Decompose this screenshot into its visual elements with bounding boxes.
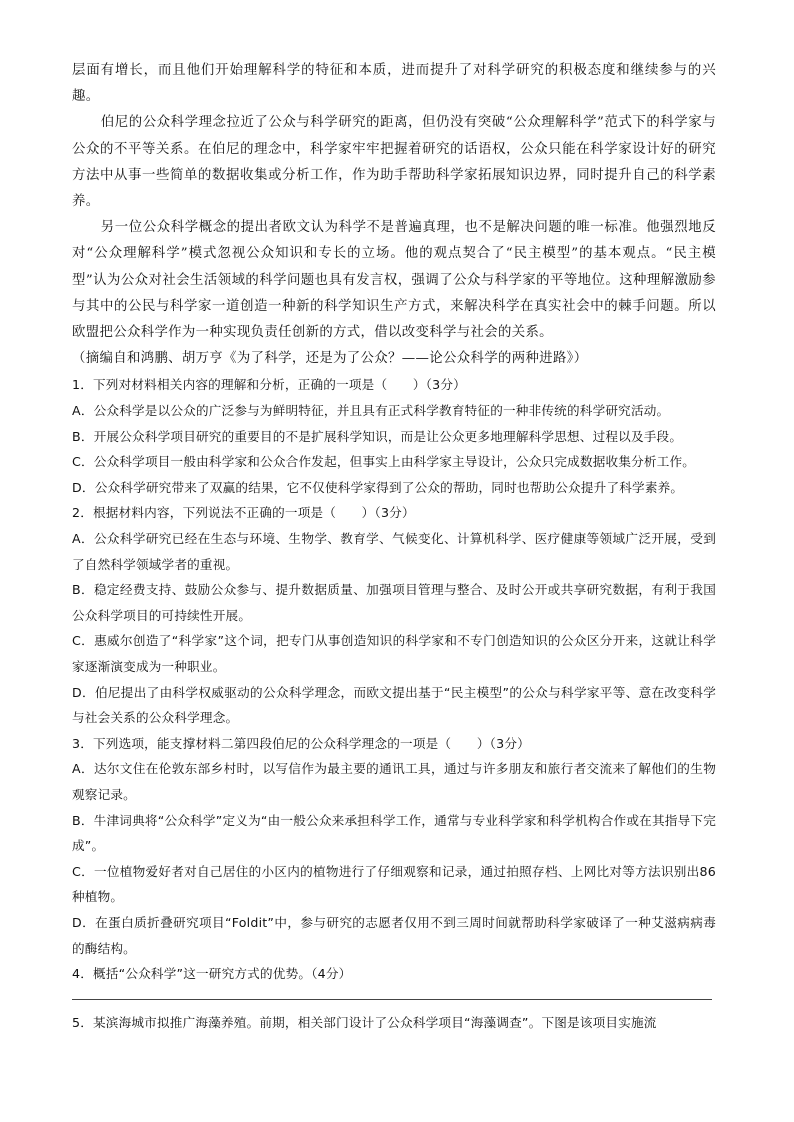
question-5 [72, 1010, 716, 1036]
question-4 [72, 961, 716, 1000]
passage-paragraph: 层面有增长，而且他们开始理解科学的特征和本质，进而提升了对科学研究的积极态度和继续参与的兴趣。 [72, 63, 716, 105]
answer-line [72, 999, 712, 1000]
option-b: B．开展公众科学项目研究的重要目的不是扩展科学知识，而是让公众更多地理解科学思想、过程以及手段。 [72, 428, 683, 444]
option-c: C．一位植物爱好者对自己居住的小区内的植物进行了仔细观察和记录，通过拍照存档、上网比对等方法识别出86种植物。 [72, 863, 716, 905]
option-b: B．稳定经费支持、鼓励公众参与、提升数据质量、加强项目管理与整合、及时公开或共享研究数据，有利于我国公众科学项目的可持续性开展。 [72, 582, 716, 623]
passage-source: （摘编自和鸿鹏、胡万亨《为了科学，还是为了公众？——论公众科学的两种进路》） [72, 351, 588, 367]
option-d: D．伯尼提出了由科学权威驱动的公众科学理念，而欧文提出基于“民主模型”的公众与科学家平等、意在改变科学与社会关系的公众科学理念。 [72, 684, 716, 726]
question-3 [72, 731, 716, 961]
question-stem: 3．下列选项，能支撑材料二第四段伯尼的公众科学理念的一项是（ ）（3分） [72, 735, 530, 751]
option-a: A．达尔文住在伦敦东部乡村时，以写信作为最主要的通讯工具，通过与许多朋友和旅行者交流来了解他们的生物观察记录。 [72, 761, 716, 802]
option-d: D．在蛋白质折叠研究项目“Foldit”中，参与研究的志愿者仅用不到三周时间就帮助科学家破译了一种艾滋病病毒的酶结构。 [72, 914, 716, 956]
question-list [72, 372, 716, 1035]
option-c: C．公众科学项目一般由科学家和公众合作发起，但事实上由科学家主导设计，公众只完成数据收集分析工作。 [72, 454, 696, 470]
reading-passage [72, 58, 716, 372]
question-1 [72, 372, 716, 500]
option-d: D．公众科学研究带来了双赢的结果，它不仅使科学家得到了公众的帮助，同时也帮助公众提升了科学素养。 [72, 479, 684, 495]
option-a: A．公众科学是以公众的广泛参与为鲜明特征，并且具有正式科学教育特征的一种非传统的科学研究活动。 [72, 403, 670, 419]
question-stem: 4．概括“公众科学”这一研究方式的优势。（4分） [72, 966, 352, 982]
question-stem: 1．下列对材料相关内容的理解和分析，正确的一项是（ ）（3分） [72, 377, 466, 393]
option-b: B．牛津词典将“公众科学”定义为“由一般公众来承担科学工作，通常与专业科学家和科学机构合作或在其指导下完成”。 [72, 812, 716, 854]
question-stem: 2．根据材料内容，下列说法不正确的一项是（ ）（3分） [72, 505, 415, 521]
question-stem: 5．某滨海城市拟推广海藻养殖。前期，相关部门设计了公众科学项目“海藻调查”。下图是该项目实施流 [72, 1014, 657, 1030]
option-c: C．惠威尔创造了“科学家”这个词，把专门从事创造知识的科学家和不专门创造知识的公众区分开来，这就让科学家逐渐演变成为一种职业。 [72, 633, 716, 674]
question-2 [72, 500, 716, 730]
option-a: A．公众科学研究已经在生态与环境、生物学、教育学、气候变化、计算机科学、医疗健康等领域广泛开展，受到了自然科学领域学者的重视。 [72, 531, 716, 572]
passage-paragraph: 另一位公众科学概念的提出者欧文认为科学不是普遍真理，也不是解决问题的唯一标准。他强烈地反对“公众理解科学”模式忽视公众知识和专长的立场。他的观点契合了“民主模型”的基本观点。“民主模型”认为公众对社会生活领域的科学问题也具有发言权，强调了公众与科学家的平等地位。这种理解激励参与其中的公民与科学家一道创造一种新的科学知识生产方式，来解决科学在真实社会中的棘手问题。所以欧盟把公众科学作为一种实现负责任创新的方式，借以改变科学与社会的关系。 [72, 220, 716, 341]
passage-paragraph: 伯尼的公众科学理念拉近了公众与科学研究的距离，但仍没有突破“公众理解科学”范式下的科学家与公众的不平等关系。在伯尼的理念中，科学家牢牢把握着研究的话语权，公众只能在科学家设计好的研究方法中从事一些简单的数据收集或分析工作，作为助手帮助科学家拓展知识边界，同时提升自己的科学素养。 [72, 115, 716, 210]
